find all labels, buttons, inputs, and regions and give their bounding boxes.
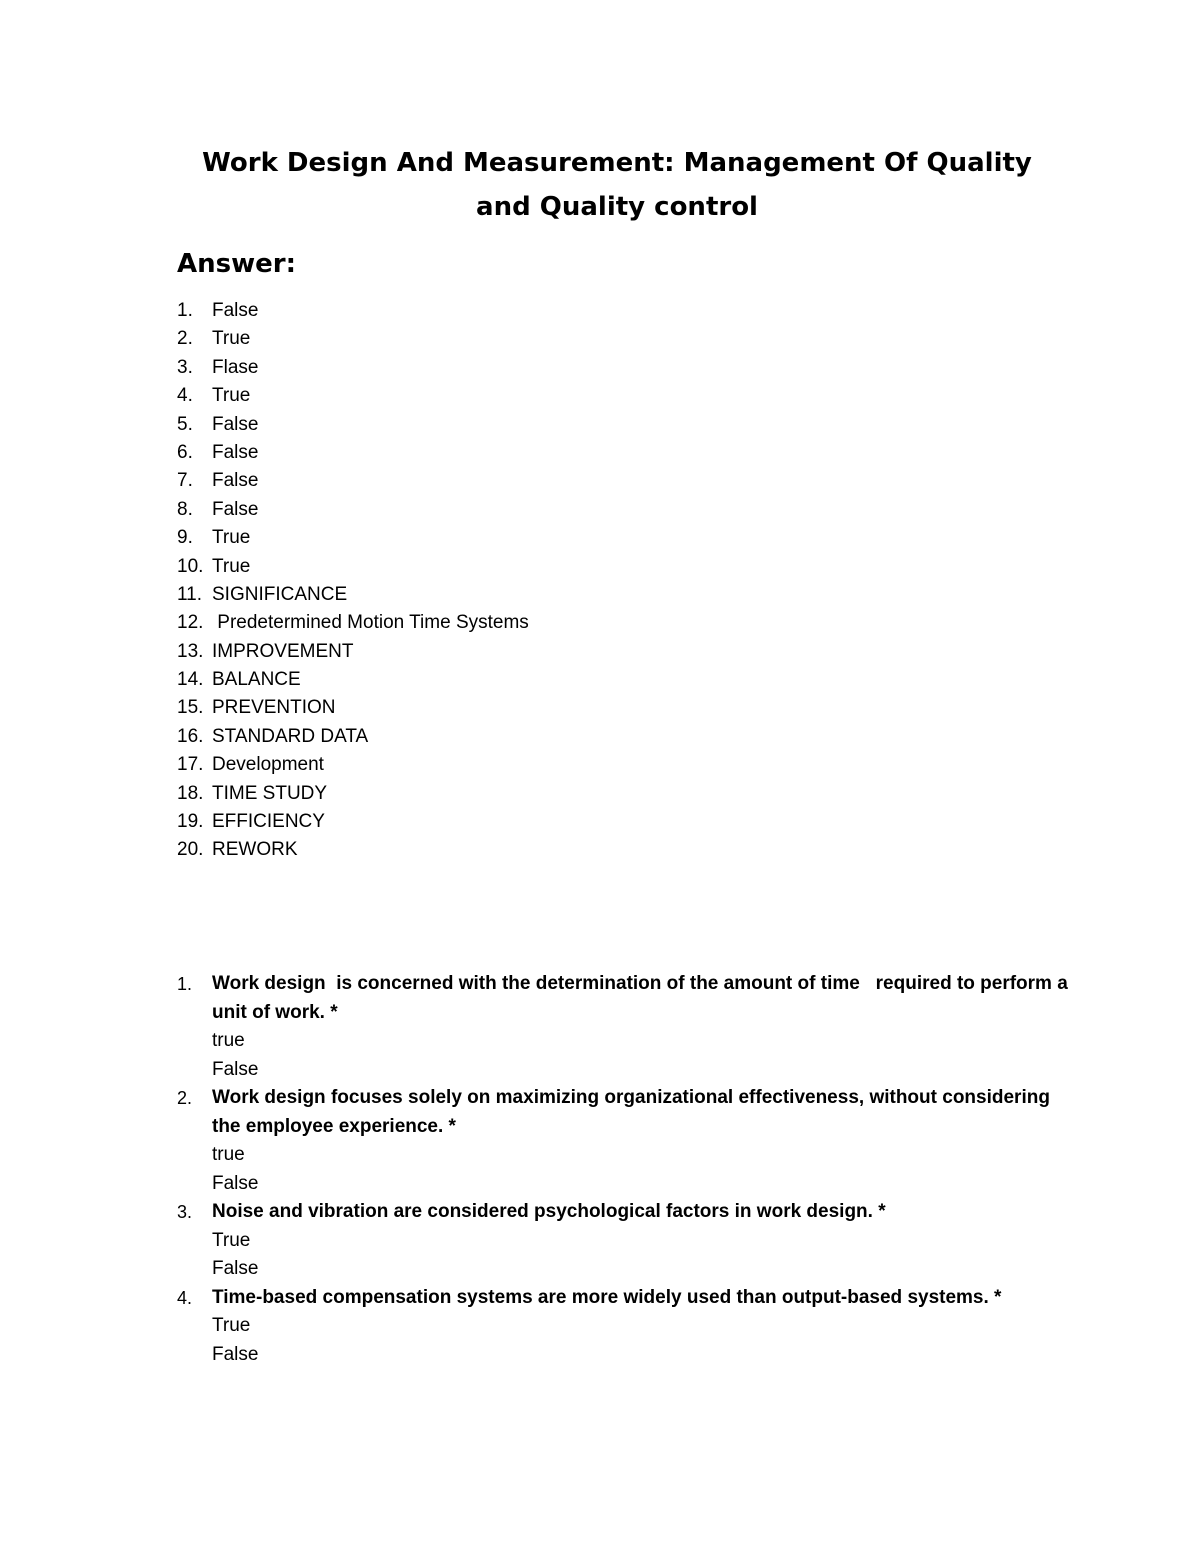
answer-text: SIGNIFICANCE [212,583,348,605]
title-line-1: Work Design And Measurement: Management Of Quality [202,148,1032,178]
answer-item [177,297,529,325]
answer-item [177,467,529,495]
answer-item [177,439,529,467]
answer-text: Development [212,754,324,776]
answer-item [177,836,529,864]
question-option-false: False [212,1172,259,1194]
answer-text: TIME STUDY [212,782,328,804]
question-list [177,970,1077,1369]
question-text: Work design focuses solely on maximizing organizational effectiveness, without considering the employee experience. * [212,1087,1050,1137]
answer-text: True [212,385,251,407]
answer-text: Flase [212,356,259,378]
answer-text: PREVENTION [212,697,336,719]
question-item [177,1084,1077,1198]
answer-number: 9. [177,527,193,549]
answer-text: EFFICIENCY [212,811,325,833]
answer-number: 3. [177,356,193,378]
question-option-true: true [212,1030,245,1051]
answer-heading: Answer: [177,249,296,279]
answer-item [177,808,529,836]
answer-text: Predetermined Motion Time Systems [212,612,529,634]
answer-text: REWORK [212,839,298,861]
question-option-true: true [212,1144,245,1165]
answer-number: 19. [177,811,204,833]
answer-number: 6. [177,441,193,463]
answer-text: False [212,470,259,492]
answer-item [177,638,529,666]
question-text: Time-based compensation systems are more widely used than output-based systems. * [212,1286,1002,1308]
answer-number: 15. [177,697,204,719]
answer-item [177,780,529,808]
answer-item [177,694,529,722]
answer-item [177,411,529,439]
question-number: 3. [177,1202,193,1222]
answer-item [177,666,529,694]
answer-number: 20. [177,839,204,861]
question-number: 4. [177,1287,193,1308]
answer-text: False [212,441,259,463]
question-item [177,1198,1077,1284]
question-text: Work design is concerned with the determination of the amount of time required to perform a unit of work. * [212,973,1074,1023]
answer-item [177,325,529,353]
answer-number: 10. [177,555,204,577]
answer-item [177,751,529,779]
question-item [177,1284,1077,1370]
answer-number: 8. [177,498,193,520]
answer-text: True [212,328,251,350]
answer-item [177,524,529,552]
answer-text: False [212,300,259,321]
title-line-2: and Quality control [476,192,758,222]
answer-number: 2. [177,328,193,350]
question-option-false: False [212,1343,259,1365]
answer-number: 1. [177,300,193,321]
question-text: Noise and vibration are considered psychological factors in work design. * [212,1201,886,1222]
answer-item [177,382,529,410]
answer-item [177,609,529,637]
answer-text: False [212,498,259,520]
answer-number: 11. [177,583,203,605]
answer-number: 14. [177,669,204,691]
answer-number: 17. [177,754,204,776]
answer-text: BALANCE [212,669,301,691]
document-title [150,141,1084,229]
answer-number: 18. [177,782,204,804]
answer-item [177,496,529,524]
question-option-true: True [212,1315,251,1336]
answer-list [177,297,529,865]
question-option-false: False [212,1058,259,1080]
answer-number: 16. [177,725,204,747]
answer-text: False [212,413,259,435]
answer-text: True [212,527,251,549]
answer-number: 12. [177,612,204,634]
question-option-false: False [212,1258,259,1279]
answer-text: IMPROVEMENT [212,640,354,662]
answer-item [177,723,529,751]
answer-number: 4. [177,385,193,407]
answer-item [177,553,529,581]
answer-text: True [212,555,251,577]
question-item [177,970,1077,1084]
answer-number: 7. [177,470,193,492]
answer-item [177,354,529,382]
answer-number: 5. [177,413,193,435]
answer-item [177,581,529,609]
answer-text: STANDARD DATA [212,725,369,747]
question-number: 2. [177,1088,193,1108]
question-number: 1. [177,974,193,994]
answer-number: 13. [177,640,204,662]
question-option-true: True [212,1229,251,1251]
